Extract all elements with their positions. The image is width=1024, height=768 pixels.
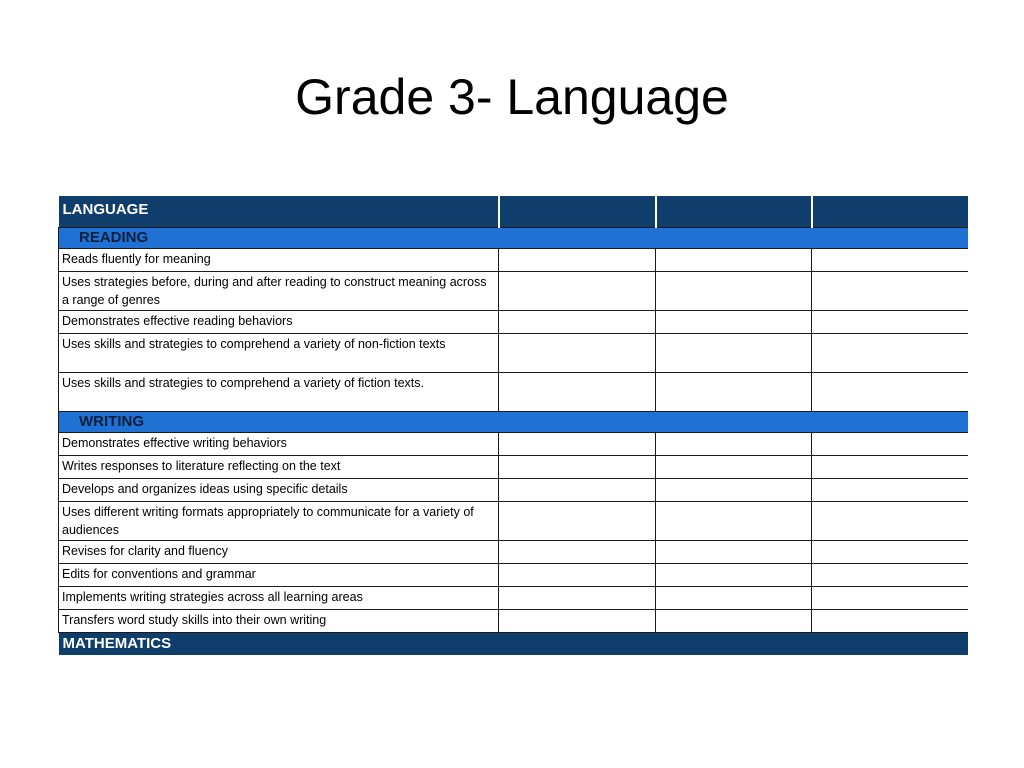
criterion-label: Uses strategies before, during and after reading to construct meaning across a range of genres (59, 272, 499, 311)
table-row (59, 610, 969, 633)
grade-cell[interactable] (812, 541, 969, 564)
subsection-header-row (59, 412, 969, 433)
grade-cell[interactable] (656, 564, 812, 587)
criterion-label: Demonstrates effective writing behaviors (59, 433, 499, 456)
grade-cell[interactable] (656, 272, 812, 311)
table-row (59, 334, 969, 373)
criterion-label: Revises for clarity and fluency (59, 541, 499, 564)
grade-cell[interactable] (656, 334, 812, 373)
slide-title: Grade 3- Language (295, 69, 729, 125)
criterion-label: Uses skills and strategies to comprehend a variety of fiction texts. (59, 373, 499, 412)
grade-cell[interactable] (656, 249, 812, 272)
grade-cell[interactable] (812, 456, 969, 479)
grade-cell[interactable] (499, 587, 656, 610)
grade-cell[interactable] (499, 541, 656, 564)
grade-cell[interactable] (656, 610, 812, 633)
grade-cell[interactable] (656, 456, 812, 479)
table-row (59, 373, 969, 412)
grade-cell[interactable] (656, 373, 812, 412)
section-header-cell (656, 196, 812, 228)
grade-cell[interactable] (812, 502, 969, 541)
grade-cell[interactable] (812, 479, 969, 502)
subsection-header-reading: READING (59, 228, 969, 249)
grade-cell[interactable] (499, 456, 656, 479)
grade-cell[interactable] (812, 249, 969, 272)
grade-cell[interactable] (499, 479, 656, 502)
section-header-cell (812, 196, 969, 228)
subsection-header-writing: WRITING (59, 412, 969, 433)
section-header-language: LANGUAGE (59, 196, 499, 228)
criterion-label: Develops and organizes ideas using specific details (59, 479, 499, 502)
criterion-label: Demonstrates effective reading behaviors (59, 311, 499, 334)
section-header-row (59, 633, 969, 656)
grade-cell[interactable] (499, 272, 656, 311)
grade-cell[interactable] (499, 373, 656, 412)
criterion-label: Transfers word study skills into their own writing (59, 610, 499, 633)
grade-cell[interactable] (656, 433, 812, 456)
table-row (59, 564, 969, 587)
grade-cell[interactable] (812, 311, 969, 334)
table-row (59, 541, 969, 564)
criterion-label: Writes responses to literature reflecting on the text (59, 456, 499, 479)
criterion-label: Reads fluently for meaning (59, 249, 499, 272)
table-row (59, 311, 969, 334)
grade-cell[interactable] (812, 373, 969, 412)
criterion-label: Uses skills and strategies to comprehend a variety of non-fiction texts (59, 334, 499, 373)
grade-cell[interactable] (656, 311, 812, 334)
section-header-mathematics: MATHEMATICS (59, 633, 969, 656)
criterion-label: Edits for conventions and grammar (59, 564, 499, 587)
table-row (59, 272, 969, 311)
grade-cell[interactable] (656, 502, 812, 541)
grade-cell[interactable] (499, 334, 656, 373)
grade-cell[interactable] (812, 610, 969, 633)
grade-cell[interactable] (499, 564, 656, 587)
table-row (59, 456, 969, 479)
section-header-cell (499, 196, 656, 228)
table-row (59, 433, 969, 456)
table-row (59, 587, 969, 610)
grade-cell[interactable] (656, 541, 812, 564)
grade-cell[interactable] (812, 334, 969, 373)
grade-cell[interactable] (812, 433, 969, 456)
section-header-row (59, 196, 969, 228)
grade-cell[interactable] (812, 564, 969, 587)
table-row (59, 479, 969, 502)
criterion-label: Implements writing strategies across all learning areas (59, 587, 499, 610)
table-row (59, 249, 969, 272)
criterion-label: Uses different writing formats appropriately to communicate for a variety of audiences (59, 502, 499, 541)
grade-cell[interactable] (812, 272, 969, 311)
grade-cell[interactable] (812, 587, 969, 610)
grade-cell[interactable] (499, 502, 656, 541)
grade-cell[interactable] (656, 587, 812, 610)
grade-cell[interactable] (499, 610, 656, 633)
table-row (59, 502, 969, 541)
subsection-header-row (59, 228, 969, 249)
grade-cell[interactable] (499, 249, 656, 272)
report-card-table-container (58, 196, 968, 670)
grade-cell[interactable] (656, 479, 812, 502)
report-card-table (58, 196, 968, 655)
grade-cell[interactable] (499, 433, 656, 456)
grade-cell[interactable] (499, 311, 656, 334)
